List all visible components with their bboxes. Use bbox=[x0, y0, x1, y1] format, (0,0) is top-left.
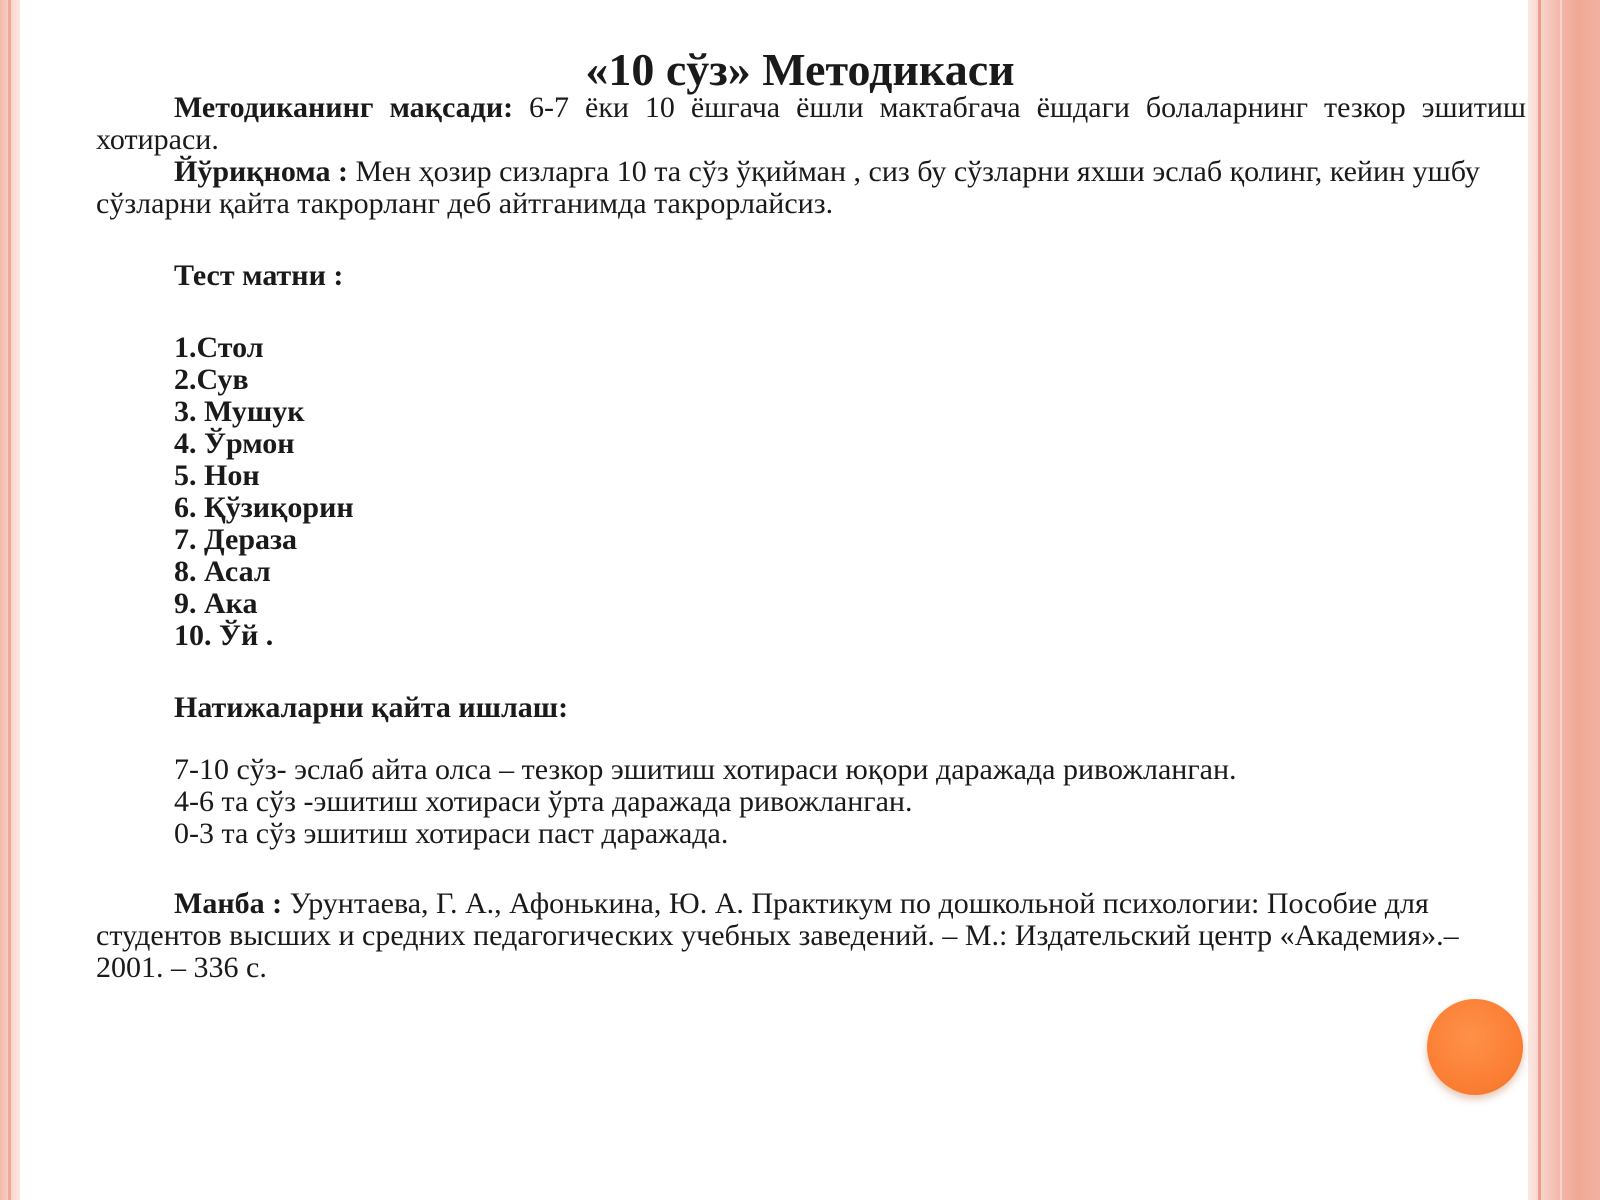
list-item: 2.Сув bbox=[174, 363, 249, 396]
source-paragraph bbox=[96, 888, 1526, 984]
list-item: 6. Қўзиқорин bbox=[174, 491, 354, 524]
results-heading: Натижаларни қайта ишлаш: bbox=[174, 691, 569, 724]
spacer bbox=[96, 220, 1526, 260]
list-item: 8. Асал bbox=[174, 555, 271, 588]
list-item: 10. Ўй . bbox=[174, 619, 274, 652]
instruction-text: Мен ҳозир сизларга 10 та сўз ўқийман , сиз бу сўзларни яхши эслаб қолинг, кейин ушбу сўзларни қайта такрорланг деб айтганимда такрорлайсиз. bbox=[96, 155, 1480, 220]
list-item: 4. Ўрмон bbox=[174, 427, 295, 460]
slide-content bbox=[96, 92, 1526, 984]
spacer bbox=[96, 292, 1526, 332]
left-border-line bbox=[8, 0, 11, 1200]
goal-label: Методиканинг мақсади: bbox=[174, 91, 514, 124]
list-item: 9. Ака bbox=[174, 587, 258, 620]
source-label: Манба : bbox=[174, 887, 283, 920]
result-line: 0-3 та сўз эшитиш хотираси паст даражада. bbox=[174, 817, 729, 850]
word-list bbox=[96, 332, 1526, 652]
right-border-line bbox=[1538, 0, 1541, 1200]
list-item: 1.Стол bbox=[174, 331, 264, 364]
goal-text: 6-7 ёки 10 ёшгача ёшли мактабгача ёшдаги болаларнинг тезкор эшитиш хотираси. bbox=[96, 91, 1526, 156]
goal-paragraph bbox=[96, 92, 1526, 156]
left-decorative-border bbox=[0, 0, 20, 1200]
instruction-label: Йўриқнома : bbox=[174, 155, 349, 188]
list-item: 5. Нон bbox=[174, 459, 260, 492]
spacer bbox=[96, 724, 1526, 754]
list-item: 7. Дераза bbox=[174, 523, 298, 556]
result-line: 4-6 та сўз -эшитиш хотираси ўрта даражада ривожланган. bbox=[174, 785, 913, 818]
spacer bbox=[96, 652, 1526, 692]
right-decorative-border bbox=[1528, 0, 1600, 1200]
right-border-line-inner bbox=[1560, 0, 1562, 1200]
test-heading: Тест матни : bbox=[174, 259, 344, 292]
list-item: 3. Мушук bbox=[174, 395, 305, 428]
orange-circle-decoration bbox=[1427, 999, 1523, 1095]
slide-title: «10 сўз» Методикаси bbox=[585, 44, 1015, 95]
spacer bbox=[96, 850, 1526, 888]
source-text: Урунтаева, Г. А., Афонькина, Ю. А. Практикум по дошкольной психологии: Пособие для студентов высших и средних педагогических учебных заведений. – М.: Издательский центр «Академия».– 2001. – 336 с. bbox=[96, 887, 1459, 984]
result-line: 7-10 сўз- эслаб айта олса – тезкор эшитиш хотираси юқори даражада ривожланган. bbox=[174, 753, 1237, 786]
instruction-paragraph bbox=[96, 156, 1526, 220]
